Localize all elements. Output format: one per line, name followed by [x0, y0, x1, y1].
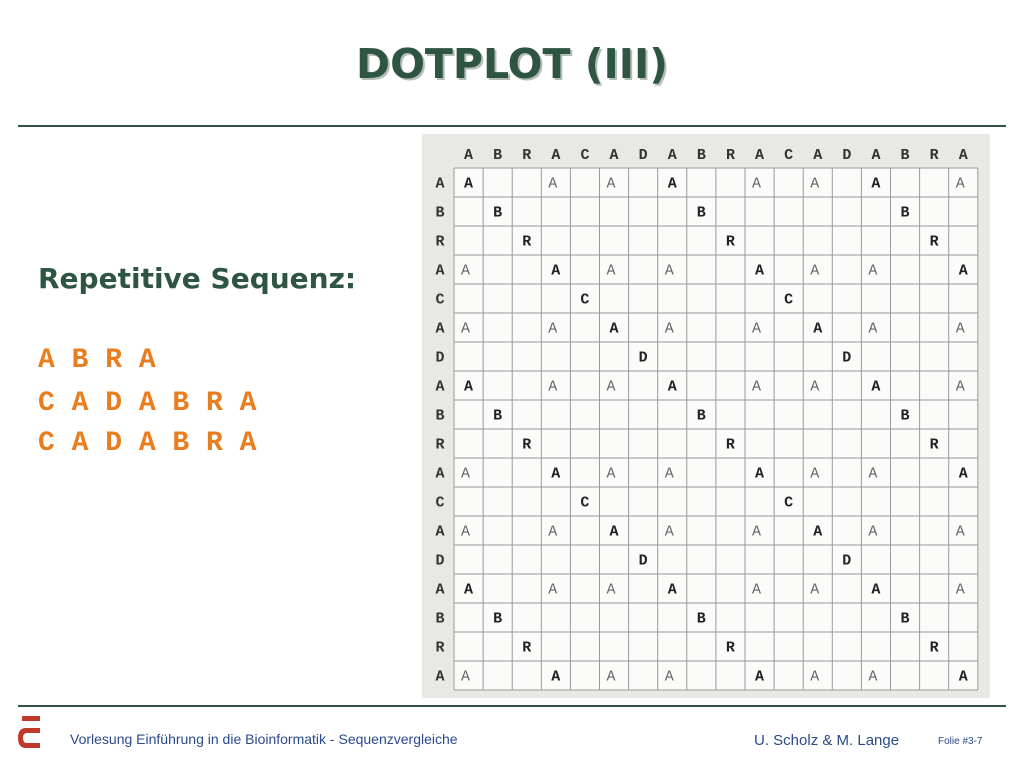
match-cell: R — [725, 233, 735, 251]
match-cell: A — [606, 465, 616, 483]
match-cell: A — [664, 668, 674, 686]
top-divider — [18, 125, 1006, 127]
column-header-letter: A — [551, 147, 561, 164]
match-cell: B — [696, 610, 706, 628]
match-cell: A — [461, 523, 471, 541]
match-cell: A — [461, 465, 471, 483]
match-cell: A — [810, 668, 820, 686]
match-cell: B — [900, 204, 910, 222]
match-cell: A — [464, 581, 474, 599]
match-cell: A — [868, 262, 878, 280]
match-cell: C — [580, 291, 590, 309]
slide-title: DOTPLOT (III) — [356, 40, 668, 88]
row-header-letter: A — [435, 320, 445, 338]
match-cell: A — [551, 262, 561, 280]
match-cell: C — [784, 494, 794, 512]
dotplot-grid — [422, 134, 990, 698]
row-header-letter: B — [435, 407, 445, 425]
match-cell: D — [638, 349, 648, 367]
match-cell: R — [929, 639, 939, 657]
match-cell: A — [810, 262, 820, 280]
match-cell: R — [522, 639, 532, 657]
match-cell: R — [725, 639, 735, 657]
match-cell: A — [955, 175, 965, 193]
match-cell: D — [842, 349, 852, 367]
match-cell: A — [955, 378, 965, 396]
match-cell: A — [548, 523, 558, 541]
column-header-letter: D — [638, 147, 648, 164]
match-cell: A — [955, 581, 965, 599]
match-cell: R — [522, 233, 532, 251]
match-cell: A — [461, 668, 471, 686]
match-cell: B — [696, 407, 706, 425]
column-header-letter: A — [813, 147, 823, 164]
match-cell: D — [842, 552, 852, 570]
row-header-letter: A — [435, 378, 445, 396]
match-cell: A — [871, 175, 881, 193]
column-header-letter: A — [667, 147, 677, 164]
match-cell: A — [752, 175, 762, 193]
match-cell: A — [868, 523, 878, 541]
match-cell: A — [464, 175, 474, 193]
match-cell: D — [638, 552, 648, 570]
match-cell: A — [755, 668, 765, 686]
match-cell: A — [548, 378, 558, 396]
column-header-letter: R — [522, 147, 532, 164]
column-header-letter: A — [958, 147, 968, 164]
row-header-letter: R — [435, 639, 445, 657]
match-cell: A — [606, 378, 616, 396]
column-header-letter: A — [755, 147, 765, 164]
sequence-line-3: C A D A B R A — [38, 428, 257, 459]
match-cell: A — [664, 465, 674, 483]
match-cell: A — [755, 262, 765, 280]
match-cell: A — [752, 523, 762, 541]
match-cell: R — [725, 436, 735, 454]
match-cell: A — [609, 320, 619, 338]
match-cell: A — [810, 378, 820, 396]
match-cell: A — [955, 523, 965, 541]
column-header-letter: B — [493, 147, 503, 164]
column-header-letter: A — [609, 147, 619, 164]
match-cell: A — [609, 523, 619, 541]
match-cell: B — [900, 610, 910, 628]
column-header-letter: R — [929, 147, 939, 164]
footer-course-title: Vorlesung Einführung in die Bioinformatik - Sequenzvergleiche — [70, 731, 458, 747]
match-cell: A — [606, 262, 616, 280]
match-cell: A — [551, 668, 561, 686]
row-header-letter: A — [435, 262, 445, 280]
match-cell: A — [958, 668, 968, 686]
match-cell: A — [464, 378, 474, 396]
column-header-letter: R — [725, 147, 735, 164]
match-cell: A — [664, 523, 674, 541]
match-cell: A — [810, 581, 820, 599]
match-cell: A — [461, 320, 471, 338]
row-header-letter: R — [435, 436, 445, 454]
match-cell: A — [810, 465, 820, 483]
match-cell: A — [868, 668, 878, 686]
match-cell: A — [810, 175, 820, 193]
match-cell: A — [667, 581, 677, 599]
match-cell: A — [871, 378, 881, 396]
sequence-line-2: C A D A B R A — [38, 388, 257, 419]
column-header-letter: A — [464, 147, 474, 164]
match-cell: A — [813, 523, 823, 541]
match-cell: A — [752, 581, 762, 599]
match-cell: R — [929, 436, 939, 454]
row-header-letter: A — [435, 581, 445, 599]
match-cell: R — [929, 233, 939, 251]
row-header-letter: D — [435, 349, 445, 367]
column-header-letter: B — [696, 147, 706, 164]
match-cell: B — [493, 610, 503, 628]
match-cell: C — [580, 494, 590, 512]
bottom-divider — [18, 705, 1006, 707]
match-cell: R — [522, 436, 532, 454]
row-header-letter: D — [435, 552, 445, 570]
row-header-letter: A — [435, 523, 445, 541]
row-header-letter: B — [435, 204, 445, 222]
row-header-letter: C — [435, 494, 445, 512]
match-cell: B — [900, 407, 910, 425]
match-cell: A — [755, 465, 765, 483]
column-header-letter: D — [842, 147, 852, 164]
match-cell: B — [493, 407, 503, 425]
footer-authors: U. Scholz & M. Lange — [754, 732, 900, 749]
match-cell: A — [667, 175, 677, 193]
repetitive-sequence-heading: Repetitive Sequenz: — [38, 262, 357, 295]
column-header-letter: C — [580, 147, 590, 164]
match-cell: A — [606, 581, 616, 599]
match-cell: A — [752, 378, 762, 396]
sequence-line-1: A B R A — [38, 345, 156, 376]
match-cell: A — [548, 320, 558, 338]
match-cell: A — [548, 175, 558, 193]
column-header-letter: B — [900, 147, 910, 164]
match-cell: A — [868, 320, 878, 338]
row-header-letter: B — [435, 610, 445, 628]
match-cell: A — [461, 262, 471, 280]
column-header-letter: C — [784, 147, 794, 164]
match-cell: A — [551, 465, 561, 483]
match-cell: A — [955, 320, 965, 338]
match-cell: A — [813, 320, 823, 338]
footer-slide-number: Folie #3-7 — [938, 736, 983, 747]
match-cell: B — [493, 204, 503, 222]
match-cell: A — [606, 175, 616, 193]
match-cell: A — [958, 262, 968, 280]
match-cell: A — [664, 320, 674, 338]
column-header-letter: A — [871, 147, 881, 164]
university-logo-icon — [16, 716, 44, 754]
row-header-letter: A — [435, 668, 445, 686]
row-header-letter: C — [435, 291, 445, 309]
match-cell: B — [696, 204, 706, 222]
dotplot-image — [422, 134, 990, 698]
row-header-letter: R — [435, 233, 445, 251]
match-cell: A — [752, 320, 762, 338]
row-header-letter: A — [435, 175, 445, 193]
match-cell: C — [784, 291, 794, 309]
match-cell: A — [868, 465, 878, 483]
match-cell: A — [664, 262, 674, 280]
match-cell: A — [958, 465, 968, 483]
row-header-letter: A — [435, 465, 445, 483]
match-cell: A — [667, 378, 677, 396]
match-cell: A — [606, 668, 616, 686]
match-cell: A — [871, 581, 881, 599]
match-cell: A — [548, 581, 558, 599]
